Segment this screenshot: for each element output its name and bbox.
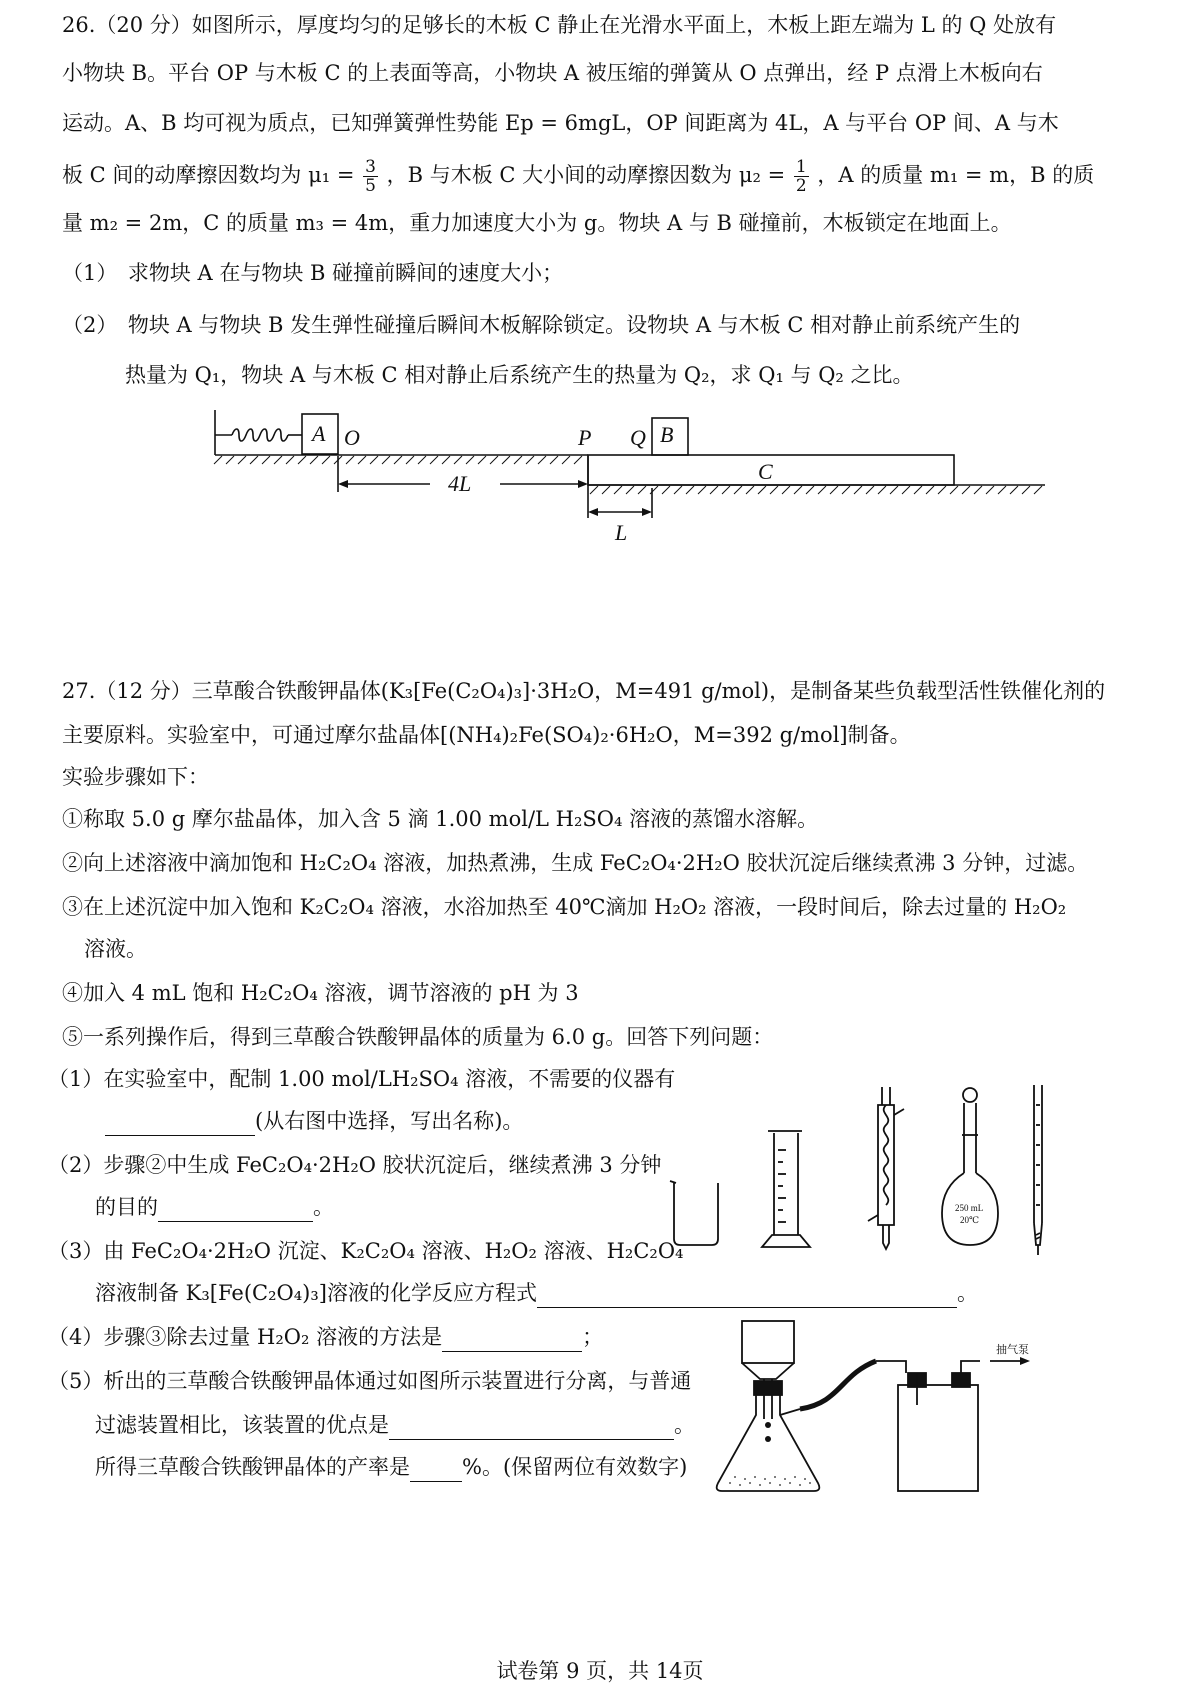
arrow-right-icon bbox=[1020, 1357, 1030, 1365]
bubble-dot bbox=[765, 1436, 771, 1442]
q26-line3: 运动。A、B 均可视为质点，已知弹簧弹性势能 Ep = 6mgL，OP 间距离为 4L，A 与平台 OP 间、A 与木 bbox=[62, 111, 1059, 135]
burette-icon bbox=[1034, 1085, 1042, 1255]
flask-label-volume: 250 mL bbox=[955, 1203, 984, 1213]
q26-sub2b: 热量为 Q₁，物块 A 与木板 C 相对静止后系统产生的热量为 Q₂，求 Q₁ 与 Q₂ 之比。 bbox=[125, 363, 914, 387]
fig-label-P: P bbox=[578, 425, 592, 450]
answer-blank-3[interactable] bbox=[537, 1285, 957, 1308]
flask-label-temp: 20℃ bbox=[960, 1215, 980, 1225]
q26-mu1-text: 板 C 间的动摩擦因数均为 μ₁ = bbox=[62, 163, 355, 187]
fig-label-L: L bbox=[615, 520, 628, 545]
q27-line1: 27.（12 分）三草酸合铁酸钾晶体(K₃[Fe(C₂O₄)₃]·3H₂O，M=491 g/mol)，是制备某些负载型活性铁催化剂的 bbox=[62, 679, 1106, 703]
fig-label-O: O bbox=[344, 425, 360, 450]
q27-line2: 主要原料。实验室中，可通过摩尔盐晶体[(NH₄)₂Fe(SO₄)₂·6H₂O，M=392 g/mol]制备。 bbox=[62, 723, 911, 747]
q27-step4: ④加入 4 mL 饱和 H₂C₂O₄ 溶液，调节溶液的 pH 为 3 bbox=[62, 981, 579, 1005]
q27-step2: ②向上述溶液中滴加饱和 H₂C₂O₄ 溶液，加热煮沸，生成 FeC₂O₄·2H₂O 胶状沉淀后继续煮沸 3 分钟，过滤。 bbox=[62, 851, 1089, 875]
safety-bottle-icon bbox=[876, 1361, 1020, 1491]
answer-blank-4[interactable] bbox=[442, 1329, 582, 1352]
q26-line4 bbox=[62, 158, 1094, 195]
answer-blank-2[interactable] bbox=[158, 1199, 313, 1222]
q27-step3b: 溶液。 bbox=[84, 937, 147, 961]
q27-part1a: （1）在实验室中，配制 1.00 mol/LH₂SO₄ 溶液，不需要的仪器有 bbox=[48, 1067, 676, 1091]
q26-line2: 小物块 B。平台 OP 与木板 C 的上表面等高，小物块 A 被压缩的弹簧从 O 点弹出，经 P 点滑上木板向右 bbox=[62, 61, 1043, 85]
q27-part2b: 的目的 。 bbox=[95, 1192, 334, 1222]
q27-line3: 实验步骤如下： bbox=[62, 765, 209, 789]
bubble-dot bbox=[765, 1422, 771, 1428]
rubber-tubing bbox=[800, 1361, 876, 1409]
fig-label-Q: Q bbox=[630, 425, 646, 450]
q27-part5d: 所得三草酸合铁酸钾晶体的产率是 %。(保留两位有效数字) bbox=[95, 1452, 687, 1482]
buchner-funnel-icon bbox=[742, 1321, 794, 1419]
page-footer: 试卷第 9 页，共 14页 bbox=[496, 1659, 704, 1683]
q27-part3b: 溶液制备 K₃[Fe(C₂O₄)₃]溶液的化学反应方程式 。 bbox=[95, 1278, 978, 1308]
answer-blank-5[interactable] bbox=[389, 1417, 674, 1440]
q27-part4: （4）步骤③除去过量 H₂O₂ 溶液的方法是 ； bbox=[48, 1322, 603, 1352]
fig-label-A: A bbox=[312, 421, 326, 446]
q26-mu2-text: ，B 与木板 C 大小间的动摩擦因数为 μ₂ = bbox=[386, 163, 786, 187]
suction-filtration-figure bbox=[700, 1315, 1060, 1515]
q27-step5: ⑤一系列操作后，得到三草酸合铁酸钾晶体的质量为 6.0 g。回答下列问题： bbox=[62, 1025, 774, 1049]
glassware-figure bbox=[650, 1075, 1070, 1265]
q26-line1: 26.（20 分）如图所示，厚度均匀的足够长的木板 C 静止在光滑水平面上，木板上距左端为 L 的 Q 处放有 bbox=[62, 13, 1057, 37]
condenser-icon bbox=[868, 1087, 904, 1249]
mu2-fraction: $\frac{1}{2}$ bbox=[795, 157, 807, 196]
pump-label: 抽气泵 bbox=[996, 1344, 1029, 1356]
fig-label-C: C bbox=[758, 459, 773, 484]
q27-part1b: (从右图中选择，写出名称)。 bbox=[105, 1106, 523, 1136]
beaker-icon bbox=[670, 1181, 718, 1245]
q26-mass-text: ，A 的质量 m₁ = m，B 的质 bbox=[817, 163, 1095, 187]
fig-label-B: B bbox=[660, 422, 674, 447]
answer-blank-6[interactable] bbox=[410, 1459, 462, 1482]
q27-part2a: （2）步骤②中生成 FeC₂O₄·2H₂O 胶状沉淀后，继续煮沸 3 分钟 bbox=[48, 1153, 662, 1177]
q26-line5: 量 m₂ = 2m，C 的质量 m₃ = 4m，重力加速度大小为 g。物块 A 与 B 碰撞前，木板锁定在地面上。 bbox=[62, 211, 1012, 235]
q27-part5b: 过滤装置相比，该装置的优点是 。 bbox=[95, 1410, 695, 1440]
stopper-icon bbox=[754, 1381, 782, 1395]
q26-figure bbox=[0, 400, 1200, 550]
answer-blank-1[interactable] bbox=[105, 1113, 255, 1136]
mu1-fraction: $\frac{3}{5}$ bbox=[365, 157, 376, 196]
q27-step1: ①称取 5.0 g 摩尔盐晶体，加入含 5 滴 1.00 mol/L H₂SO₄ 溶液的蒸馏水溶解。 bbox=[62, 807, 819, 831]
q27-part5a: （5）析出的三草酸合铁酸钾晶体通过如图所示装置进行分离，与普通 bbox=[48, 1369, 692, 1393]
q27-step3a: ③在上述沉淀中加入饱和 K₂C₂O₄ 溶液，水浴加热至 40℃滴加 H₂O₂ 溶液，一段时间后，除去过量的 H₂O₂ bbox=[62, 895, 1067, 919]
q26-sub1: （1） 求物块 A 在与物块 B 碰撞前瞬间的速度大小； bbox=[62, 261, 564, 285]
q27-part3a: （3）由 FeC₂O₄·2H₂O 沉淀、K₂C₂O₄ 溶液、H₂O₂ 溶液、H₂C₂O₄ bbox=[48, 1239, 684, 1263]
fig-label-4L: 4L bbox=[448, 471, 472, 496]
liquid-dots bbox=[729, 1476, 811, 1486]
graduated-cylinder-icon bbox=[762, 1131, 810, 1247]
q26-sub2a: （2） 物块 A 与物块 B 发生弹性碰撞后瞬间木板解除锁定。设物块 A 与木板 C 相对静止前系统产生的 bbox=[62, 313, 1021, 337]
